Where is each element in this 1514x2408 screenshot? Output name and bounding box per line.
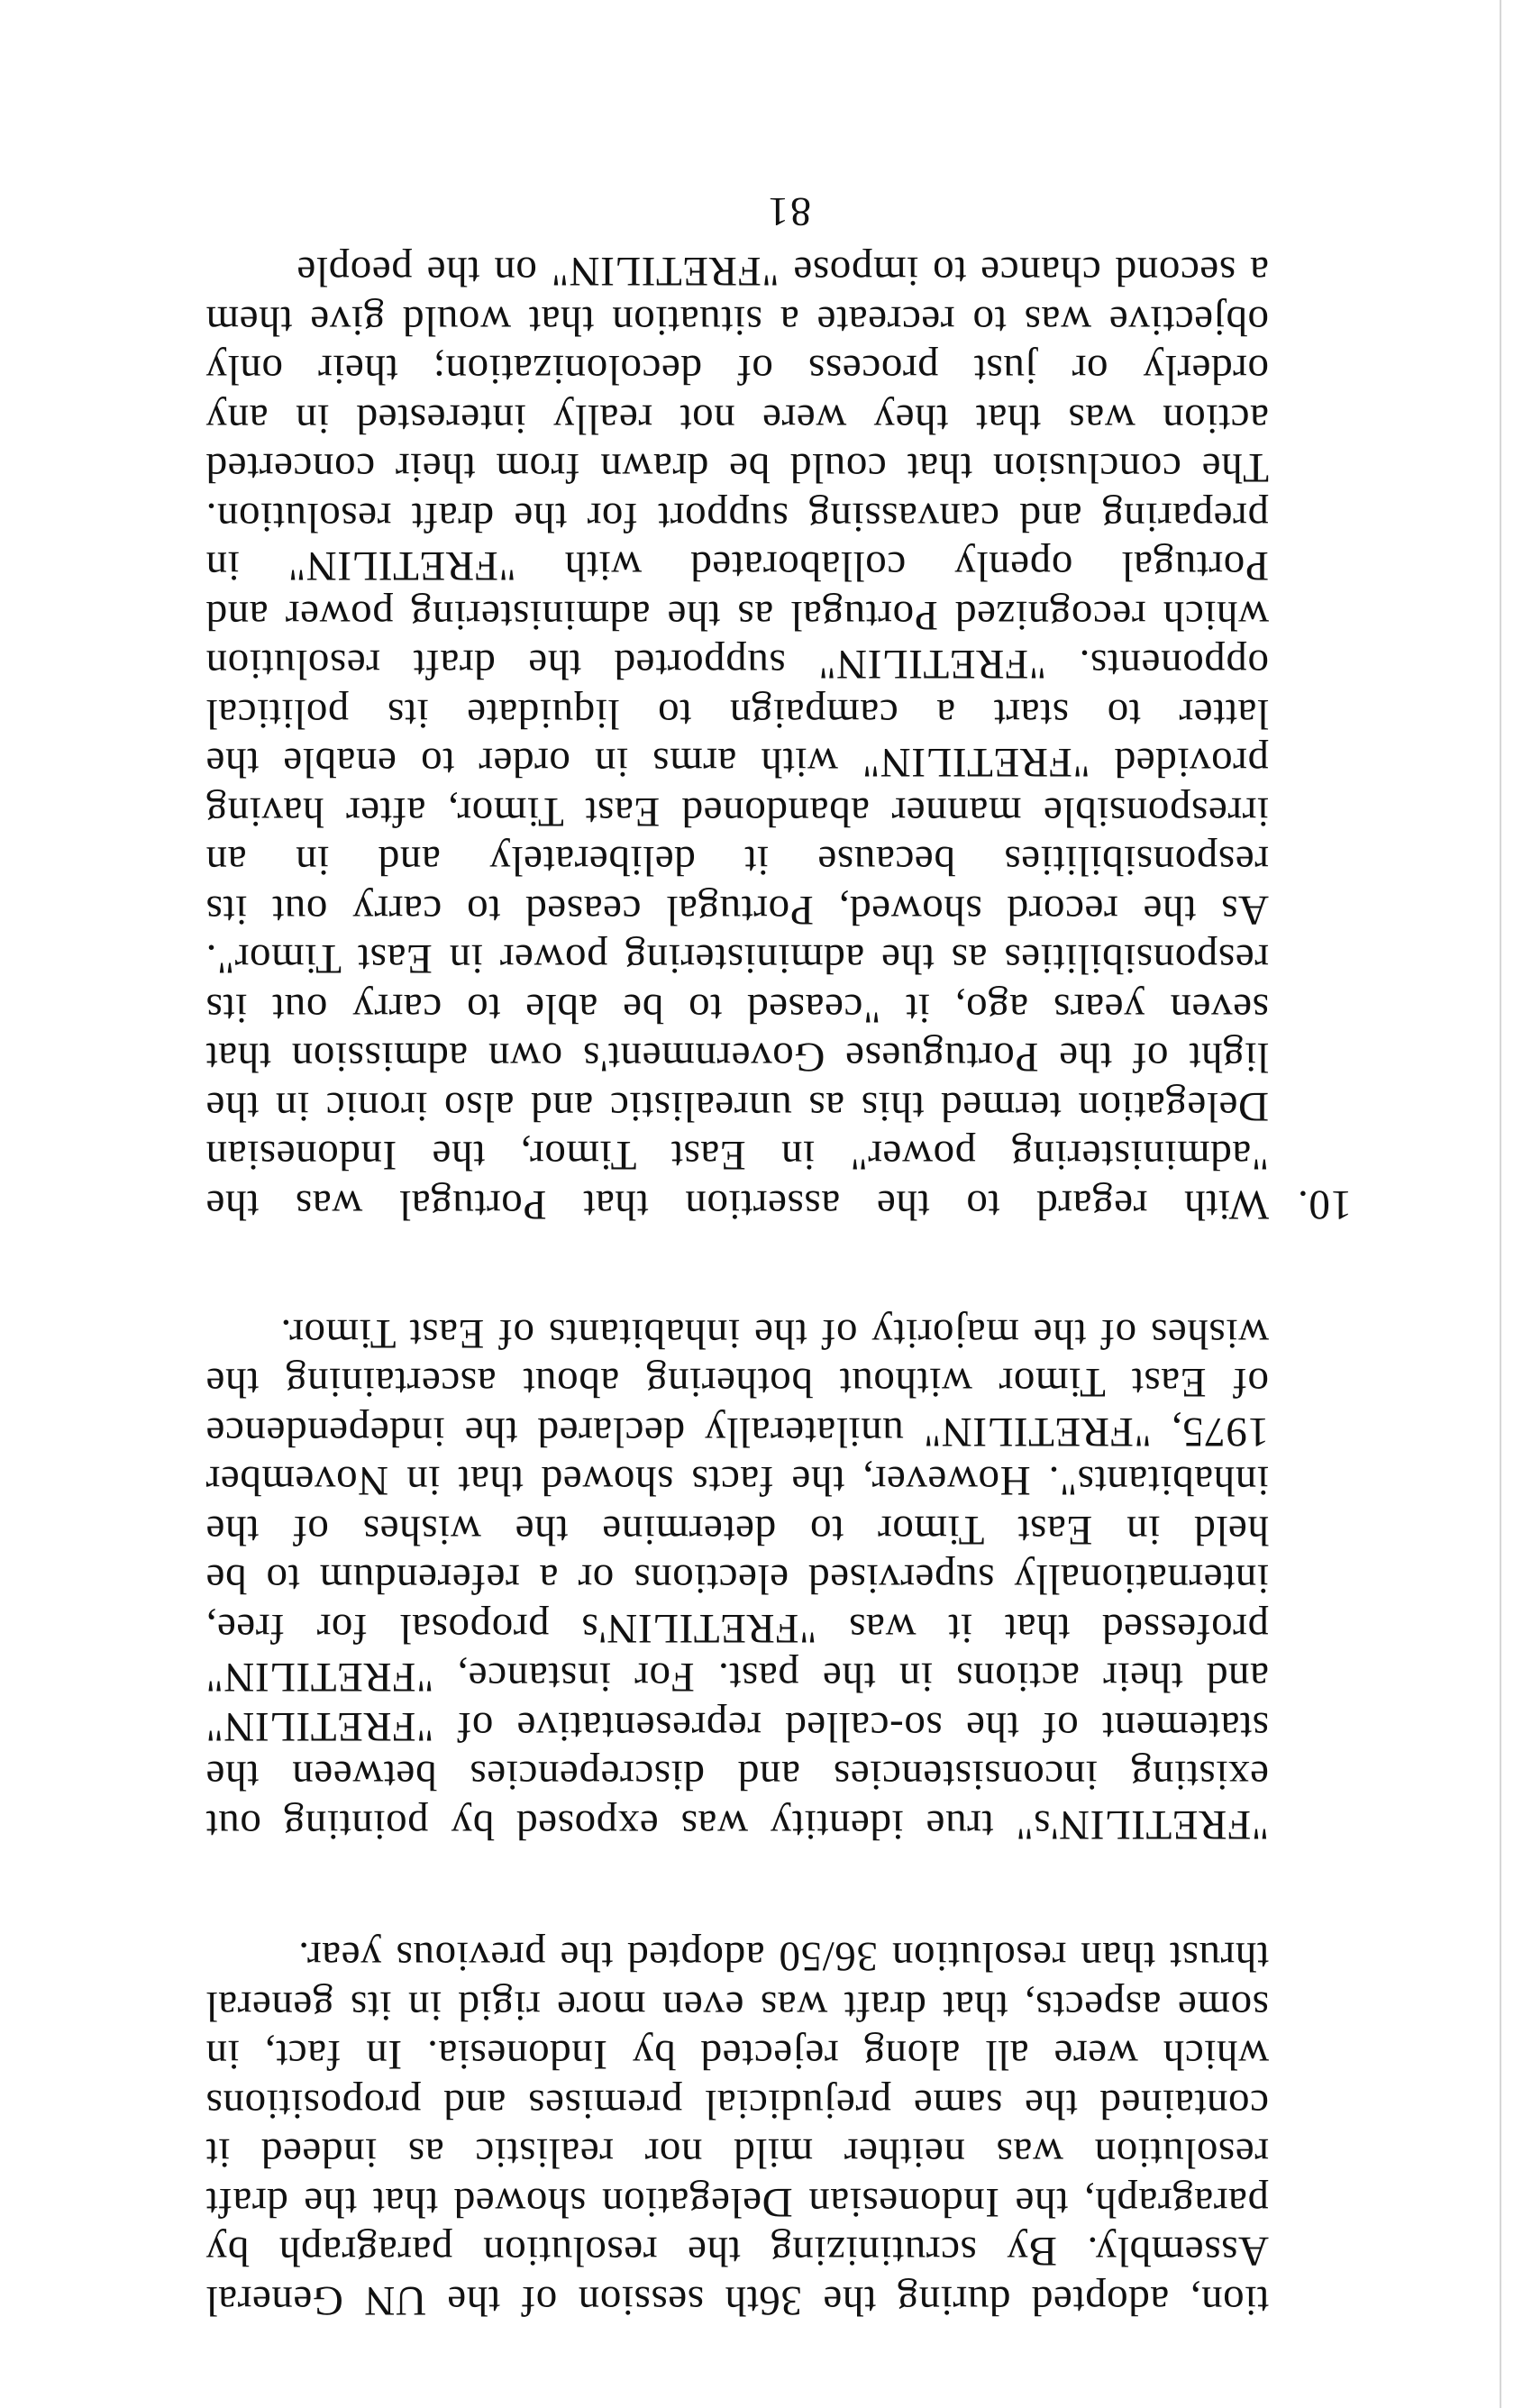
paragraph-text: With regard to the assertion that Portugal was the "administering power" in East Timor, the Indonesian Delegation termed this as unrealistic and also ironic in the light of the Portuguese Government's own admission that seven years ago, it "ceased to be able to carry out its responsibilities as the administering power in East Timor". As the record showed, Portugal ceased to carry out its responsibilities because it deliberately and in an irresponsible manner abandoned East Timor, after having provided "FRETILIN" with arms in order to enable the latter to start a campaign to liquidate its political opponents. "FRETILIN" supported the draft resolution which recognized Portugal as the administering power and Portugal openly collaborated with "FRETILIN" in preparing and canvassing support for the draft resolution. The conclusion that could be drawn from their concerted action was that they were not really interested in any orderly or just process of decolonization; their only objective was to recreate a situation that would give them a second chance to impose "FRETILIN" on the people — [205, 248, 1269, 1228]
paragraph-continuation — [205, 1932, 1269, 2325]
paragraph-10 — [205, 247, 1352, 1229]
paragraph-fretilin-identity — [205, 1309, 1269, 1850]
paragraph-text: tion, adopted during the 36th session of the UN General Assembly. By scrutinizing the resolution paragraph by paragraph, the Indonesian Delegation showed that the draft resolution was neither mild nor realistic as indeed it contained the same prejudicial premises and propositions which were all along rejected by Indonesia. In fact, in some aspects, that draft was even more rigid in its general thrust than resolution 36/50 adopted the previous year. — [205, 1933, 1269, 2324]
paragraph-text: "FRETILIN's" true identity was exposed by pointing out existing inconsistencies and discrepencies between the statement of the so-called representative of "FRETILIN" and their actions in the past. For instance, "FRETILIN" professed that it was "FRETILIN's proposal for free, internationally supervised elections or a referendum to be held in East Timor to determine the wishes of the inhabitants". However, the facts showed that in November 1975, "FRETILIN" unilaterally declared the independence of East Timor without bothering about ascertaining the wishes of the majority of the inhabitants of East Timor. — [205, 1310, 1269, 1848]
scan-edge-line — [1500, 0, 1501, 2408]
paragraph-number: 10. — [1297, 1181, 1352, 1228]
page-number: 81 — [766, 189, 811, 235]
